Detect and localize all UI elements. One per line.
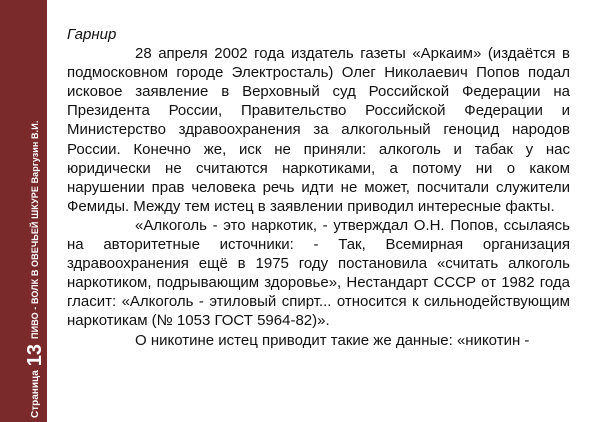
page-label: Страница [29,370,41,418]
sidebar-band [0,0,47,422]
running-title: ПИВО - ВОЛК В ОВЕЧЬЕЙ ШКУРЕ Варгузин В.И. [30,120,40,339]
page-content [67,25,570,350]
page-number: 13 [24,343,46,367]
paragraph: «Алкоголь - это наркотик, - утверждал О.Н. Попов, ссылаясь на авторитетные источники: - Так, Всемирная организация здравоохранения ещё в 1975 году постановила «считать алкоголь наркотиком, подрывающим здоровье», Нестандарт СССР от 1982 года гласит: «Алкоголь - этиловый спирт... относится к сильнодействующим наркотикам (№ 1053 ГОСТ 5964-82)». [67,216,570,330]
section-title: Гарнир [67,26,117,43]
paragraph: О никотине истец приводит такие же данные: «никотин - [135,331,530,349]
paragraph: 28 апреля 2002 года издатель газеты «Аркаим» (издаётся в подмосковном городе Электросталь) Олег Николаевич Попов подал исковое заявление в Верховный суд Российской Федерации на Президента России, Правительство Российской Федерации и Министерство здравоохранения за алкогольный геноцид народов России. Конечно же, иск не приняли: алкоголь и табак у нас юридически не считаются наркотиками, а потому ни о каком нарушении прав человека речь идти не может, посчитали служители Фемиды. Между тем истец в заявлении приводил интересные факты. [67,45,570,215]
sidebar-vertical-text [23,8,47,418]
